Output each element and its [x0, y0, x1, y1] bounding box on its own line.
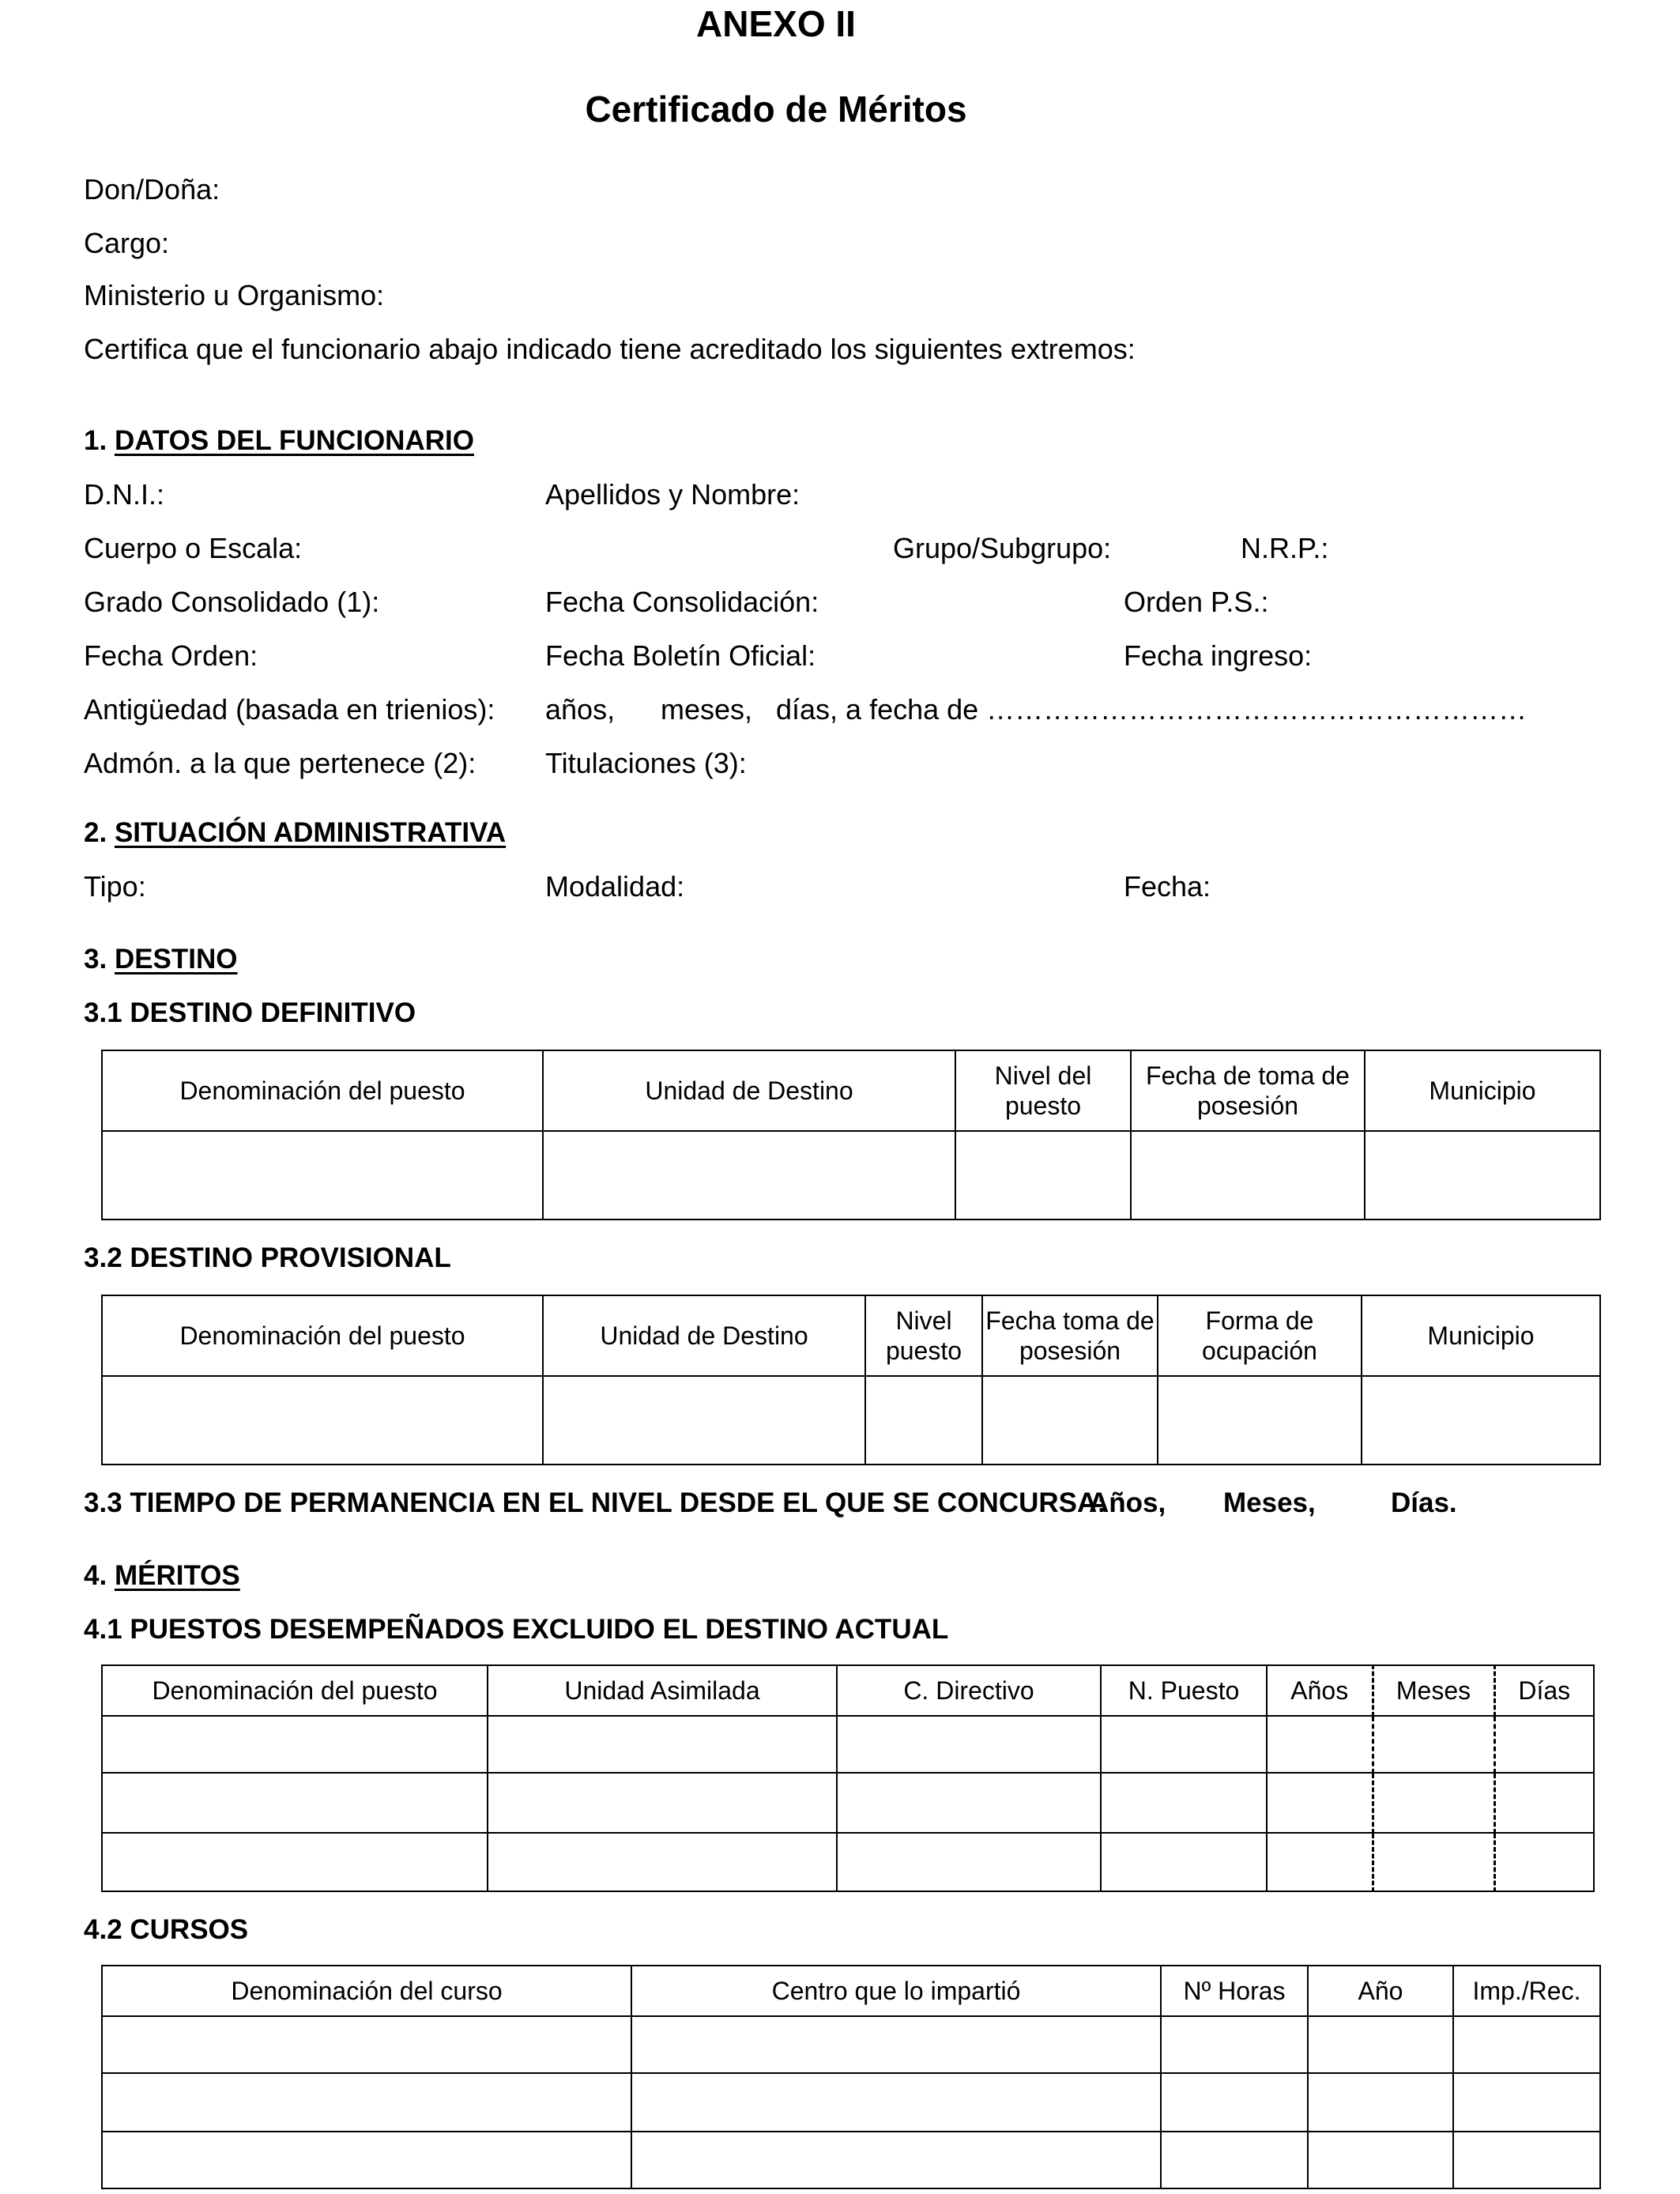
section-1-title: DATOS DEL FUNCIONARIO — [114, 425, 474, 456]
cursos-heading: 4.2 CURSOS — [84, 1914, 249, 1945]
column-header: Denominación del puesto — [102, 1665, 488, 1716]
column-header: Nivel del puesto — [955, 1050, 1131, 1131]
section-4-heading — [84, 1559, 240, 1593]
grupo-label: Grupo/Subgrupo: — [893, 532, 1112, 564]
section-3-number: 3. — [84, 944, 107, 974]
fecha-consolidacion-label: Fecha Consolidación: — [545, 586, 819, 618]
table-cell[interactable] — [102, 1833, 488, 1891]
table-header-row — [102, 1295, 1600, 1376]
table-cell[interactable] — [1101, 1773, 1267, 1833]
table-cell[interactable] — [102, 2016, 631, 2073]
table-cell[interactable] — [837, 1716, 1101, 1773]
column-header: Año — [1308, 1966, 1453, 2016]
puestos-desempenados-heading: 4.1 PUESTOS DESEMPEÑADOS EXCLUIDO EL DESTINO ACTUAL — [84, 1614, 949, 1645]
column-header: Unidad de Destino — [543, 1050, 955, 1131]
table-cell[interactable] — [543, 1131, 955, 1220]
grado-label: Grado Consolidado (1): — [84, 586, 380, 618]
antiguedad-label: Antigüedad (basada en trienios): — [84, 693, 495, 726]
fecha-boletin-label: Fecha Boletín Oficial: — [545, 639, 816, 672]
table-row — [102, 2132, 1600, 2188]
table-cell[interactable] — [837, 1833, 1101, 1891]
nrp-label: N.R.P.: — [1241, 532, 1329, 564]
table-cell[interactable] — [865, 1376, 982, 1465]
column-header: Nº Horas — [1161, 1966, 1308, 2016]
column-header: Centro que lo impartió — [631, 1966, 1161, 2016]
table-row — [102, 1131, 1600, 1220]
table-cell[interactable] — [1267, 1773, 1373, 1833]
table-cell[interactable] — [631, 2073, 1161, 2132]
table-cell[interactable] — [955, 1131, 1131, 1220]
table-cell[interactable] — [631, 2132, 1161, 2188]
table-cell[interactable] — [1308, 2132, 1453, 2188]
column-header: Años — [1267, 1665, 1373, 1716]
table-cell[interactable] — [837, 1773, 1101, 1833]
dni-label: D.N.I.: — [84, 478, 165, 511]
table-row — [102, 1376, 1600, 1465]
column-header: Denominación del curso — [102, 1966, 631, 2016]
ministerio-label: Ministerio u Organismo: — [84, 279, 385, 311]
destino-definitivo-heading: 3.1 DESTINO DEFINITIVO — [84, 997, 416, 1028]
table-cell[interactable] — [102, 1773, 488, 1833]
table-cell[interactable] — [488, 1833, 837, 1891]
table-cell[interactable] — [631, 2016, 1161, 2073]
table-row — [102, 2073, 1600, 2132]
table-cell[interactable] — [1373, 1833, 1494, 1891]
table-cell[interactable] — [1494, 1833, 1594, 1891]
tiempo-dias: Días. — [1391, 1487, 1457, 1518]
puestos-desempenados-table — [101, 1664, 1595, 1892]
column-header: Denominación del puesto — [102, 1295, 543, 1376]
column-header: Denominación del puesto — [102, 1050, 543, 1131]
section-2-title: SITUACIÓN ADMINISTRATIVA — [114, 817, 507, 848]
apellidos-label: Apellidos y Nombre: — [545, 478, 800, 511]
column-header: Días — [1494, 1665, 1594, 1716]
table-row — [102, 1833, 1594, 1891]
table-cell[interactable] — [488, 1773, 837, 1833]
table-cell[interactable] — [102, 2073, 631, 2132]
table-row — [102, 2016, 1600, 2073]
tiempo-permanencia-heading: 3.3 TIEMPO DE PERMANENCIA EN EL NIVEL DESDE EL QUE SE CONCURSA: — [84, 1487, 1106, 1518]
cursos-table — [101, 1965, 1601, 2189]
table-header-row — [102, 1050, 1600, 1131]
table-cell[interactable] — [1453, 2132, 1600, 2188]
table-cell[interactable] — [1131, 1131, 1365, 1220]
table-cell[interactable] — [1308, 2073, 1453, 2132]
column-header: Municipio — [1365, 1050, 1600, 1131]
table-cell[interactable] — [982, 1376, 1158, 1465]
column-header: Municipio — [1362, 1295, 1600, 1376]
table-cell[interactable] — [1494, 1773, 1594, 1833]
table-cell[interactable] — [488, 1716, 837, 1773]
table-row — [102, 1773, 1594, 1833]
cargo-label: Cargo: — [84, 227, 170, 259]
admon-label: Admón. a la que pertenece (2): — [84, 747, 477, 779]
section-3-title: DESTINO — [114, 944, 238, 974]
table-cell[interactable] — [102, 1131, 543, 1220]
annex-heading: ANEXO II — [696, 3, 856, 44]
fecha-ingreso-label: Fecha ingreso: — [1124, 639, 1313, 672]
column-header: Unidad Asimilada — [488, 1665, 837, 1716]
table-header-row — [102, 1966, 1600, 2016]
don-label: Don/Doña: — [84, 173, 220, 205]
document-title: Certificado de Méritos — [585, 89, 967, 130]
tipo-label: Tipo: — [84, 870, 146, 903]
column-header: Imp./Rec. — [1453, 1966, 1600, 2016]
table-cell[interactable] — [1494, 1716, 1594, 1773]
fecha-orden-label: Fecha Orden: — [84, 639, 258, 672]
table-cell[interactable] — [1453, 2016, 1600, 2073]
table-cell[interactable] — [1373, 1716, 1494, 1773]
column-header: Fecha toma de posesión — [982, 1295, 1158, 1376]
table-cell[interactable] — [1101, 1833, 1267, 1891]
destino-provisional-heading: 3.2 DESTINO PROVISIONAL — [84, 1242, 451, 1273]
section-4-number: 4. — [84, 1560, 107, 1591]
table-cell[interactable] — [1453, 2073, 1600, 2132]
table-cell[interactable] — [1161, 2073, 1308, 2132]
column-header: Nivel puesto — [865, 1295, 982, 1376]
section-1-heading — [84, 424, 474, 458]
fecha-situacion-label: Fecha: — [1124, 870, 1211, 903]
section-2-heading — [84, 816, 506, 850]
table-cell[interactable] — [543, 1376, 865, 1465]
table-cell[interactable] — [1101, 1716, 1267, 1773]
table-cell[interactable] — [1362, 1376, 1600, 1465]
modalidad-label: Modalidad: — [545, 870, 685, 903]
cuerpo-label: Cuerpo o Escala: — [84, 532, 303, 564]
titulaciones-label: Titulaciones (3): — [545, 747, 747, 779]
destino-provisional-table — [101, 1295, 1601, 1465]
section-1-number: 1. — [84, 425, 107, 456]
table-cell[interactable] — [1267, 1716, 1373, 1773]
table-cell[interactable] — [1158, 1376, 1362, 1465]
section-3-heading — [84, 942, 238, 977]
certifica-text: Certifica que el funcionario abajo indicado tiene acreditado los siguientes extremos: — [84, 333, 1136, 365]
section-4-title: MÉRITOS — [114, 1560, 240, 1591]
table-cell[interactable] — [102, 2132, 631, 2188]
column-header: Forma de ocupación — [1158, 1295, 1362, 1376]
antiguedad-dias-fecha: días, a fecha de ………………………………………………… — [776, 693, 1527, 726]
table-cell[interactable] — [102, 1376, 543, 1465]
column-header: C. Directivo — [837, 1665, 1101, 1716]
table-header-row — [102, 1665, 1594, 1716]
table-cell[interactable] — [1267, 1833, 1373, 1891]
table-cell[interactable] — [1161, 2132, 1308, 2188]
orden-ps-label: Orden P.S.: — [1124, 586, 1269, 618]
tiempo-meses: Meses, — [1223, 1487, 1316, 1518]
section-2-number: 2. — [84, 817, 107, 848]
table-cell[interactable] — [1308, 2016, 1453, 2073]
tiempo-anios: Años, — [1089, 1487, 1166, 1518]
table-cell[interactable] — [1161, 2016, 1308, 2073]
column-header: Unidad de Destino — [543, 1295, 865, 1376]
antiguedad-meses: meses, — [661, 693, 753, 726]
column-header: Meses — [1373, 1665, 1494, 1716]
column-header: Fecha de toma de posesión — [1131, 1050, 1365, 1131]
destino-definitivo-table — [101, 1050, 1601, 1220]
table-cell[interactable] — [1373, 1773, 1494, 1833]
table-cell[interactable] — [102, 1716, 488, 1773]
column-header: N. Puesto — [1101, 1665, 1267, 1716]
table-cell[interactable] — [1365, 1131, 1600, 1220]
antiguedad-anios: años, — [545, 693, 616, 726]
table-row — [102, 1716, 1594, 1773]
